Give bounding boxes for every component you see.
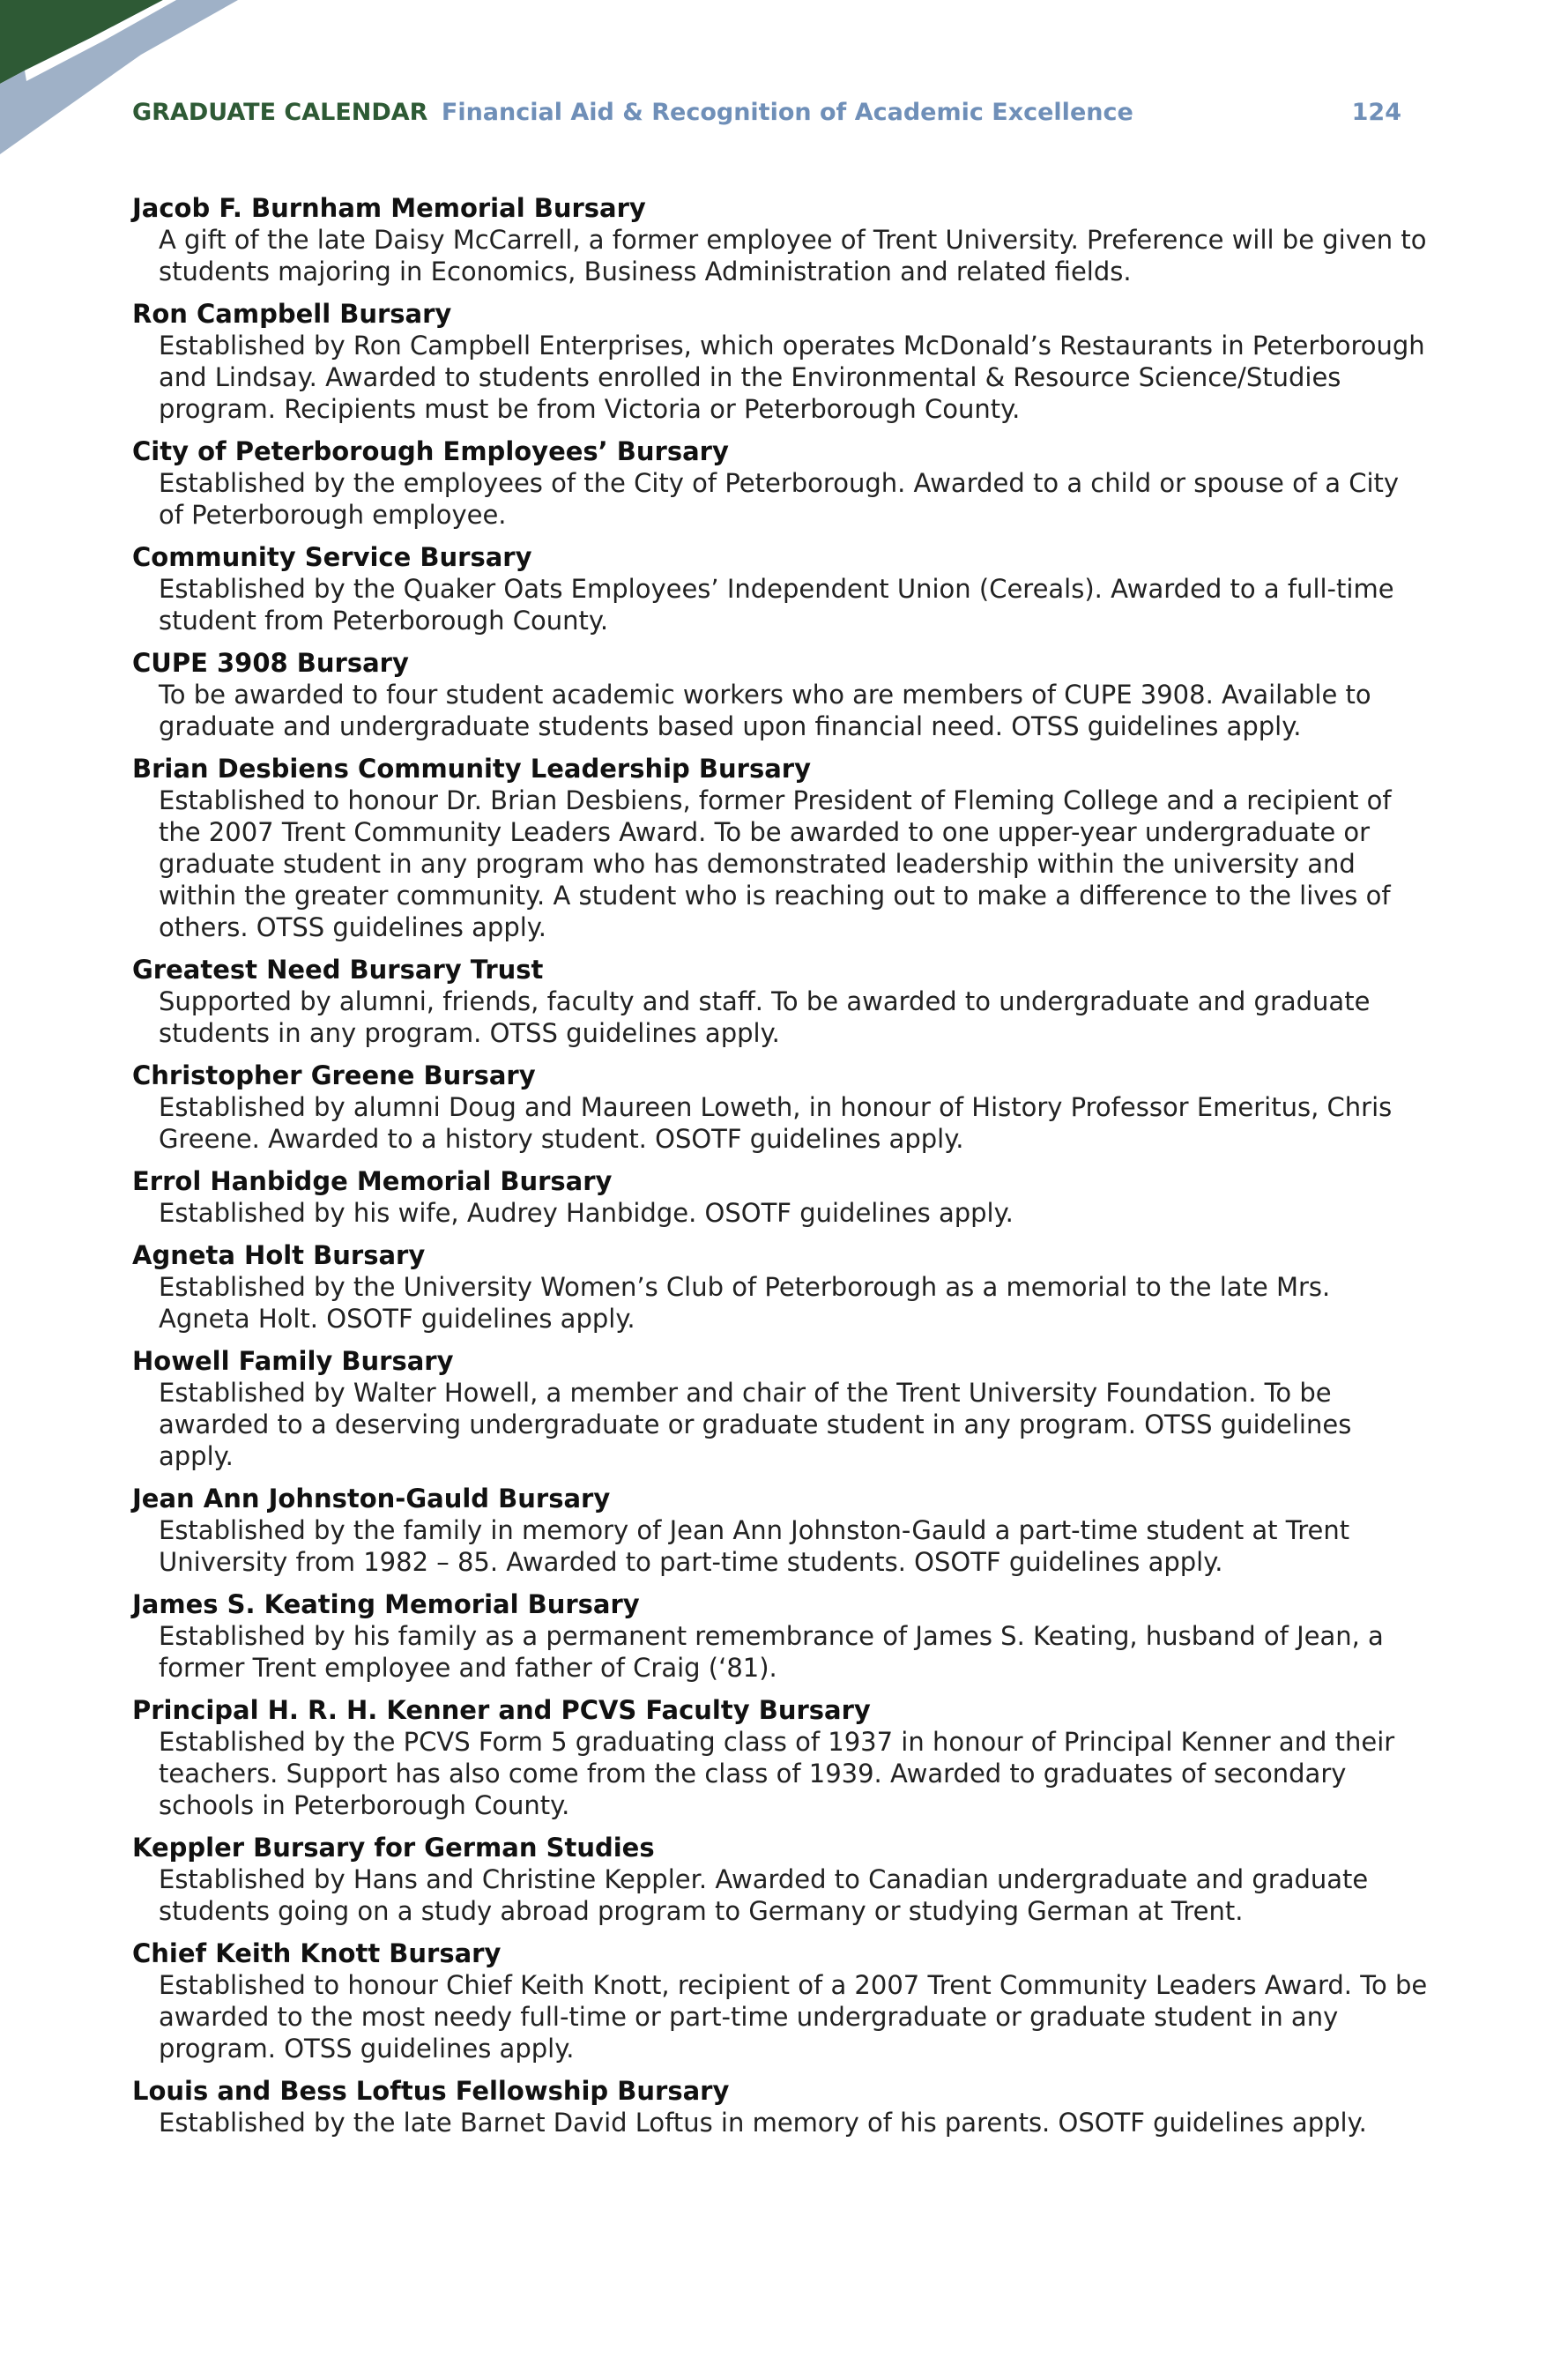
bursary-description: Established by Ron Campbell Enterprises, which operates McDonald’s Restaurants in Peterborough and Lindsay. Awarded to students enrolled in the Environmental & Resource Science/Studies program. Recipients must be from Victoria or Peterborough County. [159,331,1425,424]
bursary-entry [132,1832,1428,1927]
bursary-description: Supported by alumni, friends, faculty and staff. To be awarded to undergraduate and graduate students in any program. OTSS guidelines apply. [159,986,1371,1048]
bursary-entry [132,2075,1428,2138]
bursary-title: Christopher Greene Bursary [132,1060,536,1090]
bursary-description: A gift of the late Daisy McCarrell, a former employee of Trent University. Preference will be given to students majoring in Economics, Business Administration and related fields. [159,225,1427,286]
bursary-description: Established by the family in memory of Jean Ann Johnston-Gauld a part-time student at Trent University from 1982 – 85. Awarded to part-time students. OSOTF guidelines apply. [159,1515,1350,1577]
bursary-description: To be awarded to four student academic workers who are members of CUPE 3908. Available to graduate and undergraduate students based upon financial need. OTSS guidelines apply. [159,680,1371,741]
bursary-title: City of Peterborough Employees’ Bursary [132,436,729,466]
page-number: 124 [1351,99,1401,126]
bursary-entry [132,298,1428,425]
bursary-title: Greatest Need Bursary Trust [132,955,544,985]
bursary-title: Agneta Holt Bursary [132,1240,426,1270]
bursary-title: CUPE 3908 Bursary [132,648,409,678]
bursary-title: Principal H. R. H. Kenner and PCVS Faculty Bursary [132,1695,871,1725]
bursary-list [132,192,1428,2149]
bursary-title: Louis and Bess Loftus Fellowship Bursary [132,2076,730,2106]
bursary-entry [132,1483,1428,1578]
bursary-title: Errol Hanbidge Memorial Bursary [132,1166,613,1196]
bursary-entry [132,647,1428,742]
bursary-title: Keppler Bursary for German Studies [132,1833,655,1863]
bursary-entry [132,1060,1428,1155]
bursary-entry [132,541,1428,636]
running-header [132,99,1401,134]
bursary-description: Established by the Quaker Oats Employees’ Independent Union (Cereals). Awarded to a full-time student from Peterborough County. [159,574,1394,636]
bursary-title: Jean Ann Johnston-Gauld Bursary [132,1484,611,1514]
bursary-description: Established by Walter Howell, a member and chair of the Trent University Foundation. To be awarded to a deserving undergraduate or graduate student in any program. OTSS guidelines apply. [159,1378,1352,1471]
bursary-description: Established to honour Dr. Brian Desbiens, former President of Fleming College and a recipient of the 2007 Trent Community Leaders Award. To be awarded to one upper-year undergraduate or graduate student in any program who has demonstrated leadership within the university and within the greater community. A student who is reaching out to make a difference to the lives of others. OTSS guidelines apply. [159,785,1392,942]
bursary-title: James S. Keating Memorial Bursary [132,1589,640,1619]
bursary-entry [132,1588,1428,1684]
bursary-title: Ron Campbell Bursary [132,299,452,329]
bursary-title: Community Service Bursary [132,542,532,572]
bursary-description: Established to honour Chief Keith Knott, recipient of a 2007 Trent Community Leaders Award. To be awarded to the most needy full-time or part-time undergraduate or graduate student in any program. OTSS guidelines apply. [159,1970,1428,2064]
bursary-description: Established by alumni Doug and Maureen Loweth, in honour of History Professor Emeritus, Chris Greene. Awarded to a history student. OSOTF guidelines apply. [159,1092,1393,1154]
bursary-description: Established by his family as a permanent remembrance of James S. Keating, husband of Jean, a former Trent employee and father of Craig (‘81). [159,1621,1384,1683]
bursary-description: Established by the late Barnet David Loftus in memory of his parents. OSOTF guidelines apply. [159,2108,1367,2138]
bursary-description: Established by Hans and Christine Keppler. Awarded to Canadian undergraduate and graduate students going on a study abroad program to Germany or studying German at Trent. [159,1864,1369,1926]
bursary-description: Established by the employees of the City of Peterborough. Awarded to a child or spouse of a City of Peterborough employee. [159,468,1400,530]
bursary-entry [132,753,1428,943]
corner-decoration [0,0,238,159]
bursary-title: Howell Family Bursary [132,1346,454,1376]
bursary-title: Chief Keith Knott Bursary [132,1938,502,1968]
bursary-entry [132,954,1428,1049]
bursary-description: Established by the University Women’s Club of Peterborough as a memorial to the late Mrs. Agneta Holt. OSOTF guidelines apply. [159,1272,1331,1334]
header-chapter-title: Financial Aid & Recognition of Academic Excellence [441,99,1133,126]
bursary-entry [132,1937,1428,2064]
header-section-title: GRADUATE CALENDAR [132,99,428,126]
bursary-entry [132,192,1428,287]
bursary-entry [132,1239,1428,1335]
bursary-entry [132,1694,1428,1821]
bursary-title: Brian Desbiens Community Leadership Bursary [132,754,812,784]
bursary-description: Established by the PCVS Form 5 graduating class of 1937 in honour of Principal Kenner and their teachers. Support has also come from the class of 1939. Awarded to graduates of secondary schools in Peterborough County. [159,1727,1395,1820]
bursary-description: Established by his wife, Audrey Hanbidge. OSOTF guidelines apply. [159,1198,1014,1228]
bursary-entry [132,1345,1428,1472]
bursary-entry [132,435,1428,531]
bursary-entry [132,1165,1428,1229]
bursary-title: Jacob F. Burnham Memorial Bursary [132,193,646,223]
